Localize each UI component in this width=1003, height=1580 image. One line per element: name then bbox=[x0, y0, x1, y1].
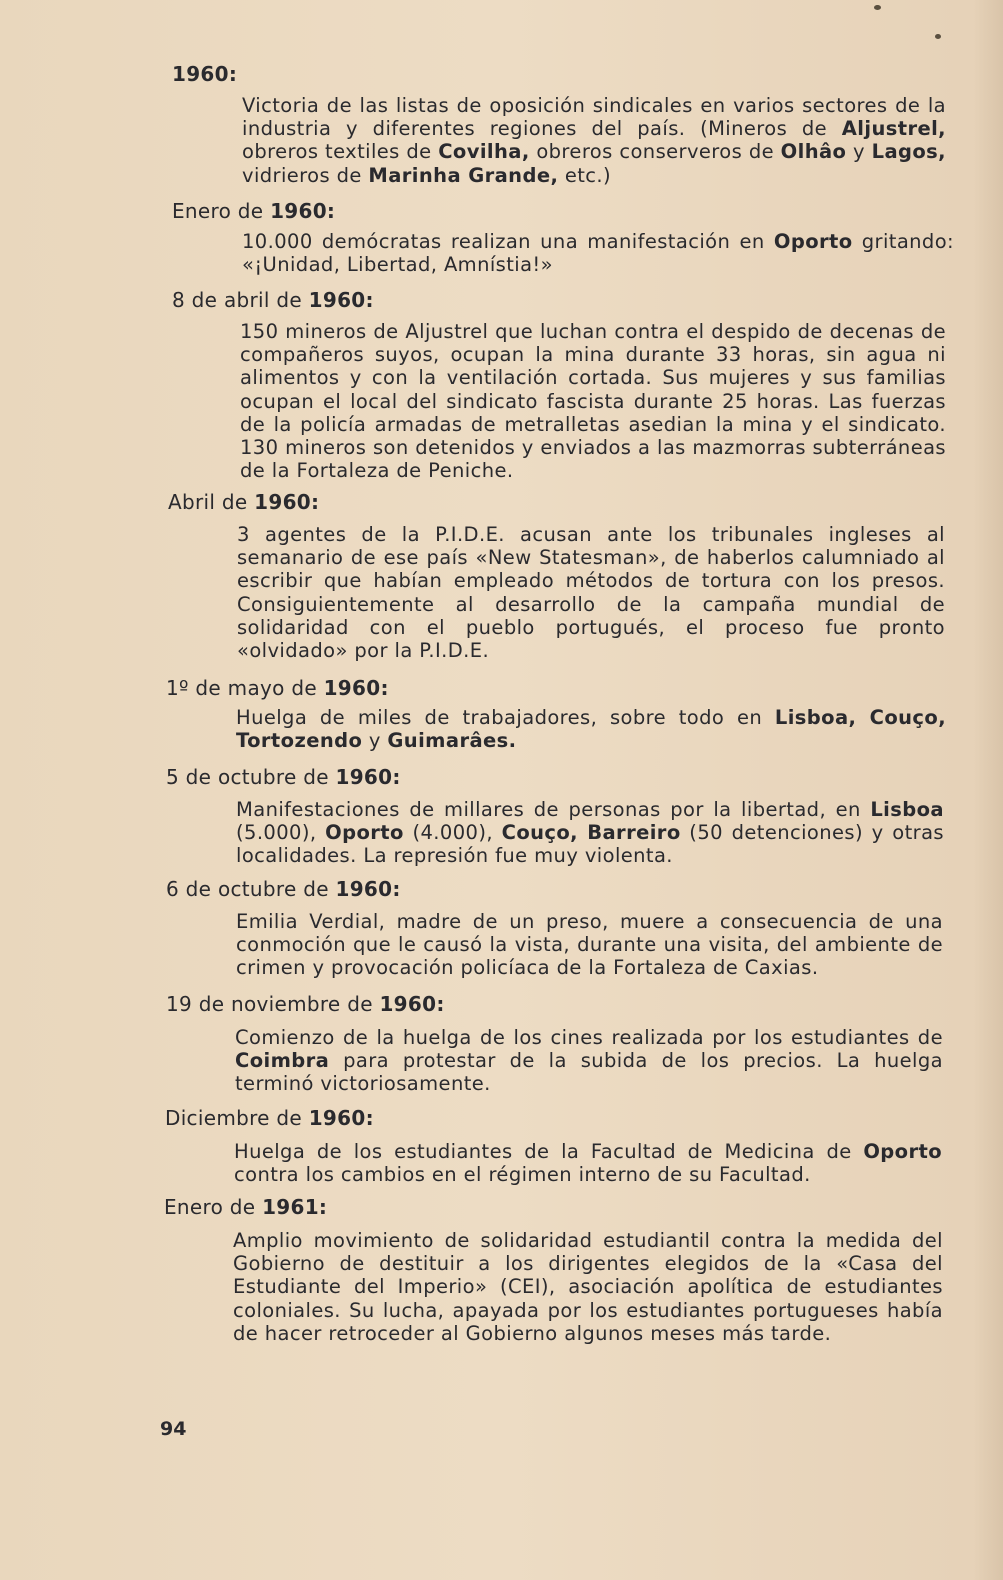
entry-date-prefix: 6 de octubre de bbox=[166, 877, 336, 901]
text-run: Amplio movimiento de solidaridad estudiantil contra la medida del Gobierno de destituir a los dirigentes elegidos de la «Casa del Estudiante del Imperio» (CEI), asociación apolítica de estudiantes coloniales. Su lucha, apayada por los estudiantes portugueses había de hacer retroceder al Gobierno algunos meses más tarde. bbox=[233, 1229, 943, 1345]
text-run: 150 mineros de Aljustrel que luchan contra el despido de decenas de compañeros suyos, ocupan la mina durante 33 horas, sin agua ni alimentos y con la ventilación cortada. Sus mujeres y sus familias ocupan el local del sindicato fascista durante 25 horas. Las fuerzas de la policía armadas de metralletas asedian la mina y el sindicato. 130 mineros son detenidos y enviados a las mazmorras subterráneas de la Fortaleza de Peniche. bbox=[240, 320, 946, 483]
entry-date-year: 1960: bbox=[308, 288, 374, 312]
text-run: 3 agentes de la P.I.D.E. acusan ante los tribunales ingleses al semanario de ese país «New Statesman», de haberlos calumniado al escribir que habían empleado métodos de tortura con los presos. Consiguientemente al desarrollo de la campaña mundial de solidaridad con el pueblo portugués, el proceso fue pronto «olvidado» por la P.I.D.E. bbox=[237, 523, 945, 663]
text-run: (4.000), bbox=[403, 821, 502, 845]
text-run: (50 detenciones) y otras localidades. La represión fue muy violenta. bbox=[236, 821, 944, 868]
place-name: Oporto bbox=[325, 821, 404, 845]
text-run: 10.000 demócratas realizan una manifestación en bbox=[242, 230, 774, 253]
entry-date-year: 1960: bbox=[270, 199, 336, 223]
text-run: Comienzo de la huelga de los cines realizada por los estudiantes de bbox=[235, 1026, 943, 1049]
entry-date-year: 1960: bbox=[379, 992, 445, 1016]
entry-text bbox=[233, 1229, 943, 1345]
entry-date-prefix: 5 de octubre de bbox=[166, 765, 336, 789]
place-name: Lagos, bbox=[871, 140, 946, 164]
place-name: Marinha Grande, bbox=[368, 163, 559, 187]
entry-date bbox=[166, 877, 401, 901]
entry-date bbox=[168, 490, 319, 514]
place-name: Lisboa bbox=[870, 798, 944, 821]
place-name: Covilha, bbox=[438, 140, 530, 164]
place-name: Coimbra bbox=[235, 1049, 330, 1073]
text-run: gritando: «¡Unidad, Libertad, Amnístia!» bbox=[242, 230, 955, 277]
entry-date bbox=[166, 765, 401, 789]
entry-date bbox=[165, 1106, 374, 1130]
entry-text bbox=[236, 910, 943, 980]
text-run: Huelga de miles de trabajadores, sobre todo en bbox=[236, 706, 775, 729]
text-run: vidrieros de bbox=[242, 163, 369, 187]
entry-date bbox=[172, 288, 374, 312]
place-name: Guimarâes. bbox=[387, 729, 517, 753]
entry-date bbox=[172, 199, 335, 223]
entry-text bbox=[235, 1026, 943, 1096]
text-run: y bbox=[362, 729, 388, 753]
place-name: Couço, Barreiro bbox=[501, 821, 681, 845]
paper-speck bbox=[874, 5, 881, 10]
entry-text bbox=[236, 798, 944, 868]
entry-date bbox=[166, 676, 389, 700]
text-run: obreros textiles de bbox=[242, 140, 439, 164]
entry-date-prefix: Enero de bbox=[172, 199, 271, 223]
entry-date-year: 1960: bbox=[335, 877, 401, 901]
place-name: Oporto bbox=[863, 1140, 942, 1163]
entry-text bbox=[242, 94, 946, 187]
entry-date-prefix: Diciembre de bbox=[165, 1106, 309, 1130]
entry-date-prefix: 19 de noviembre de bbox=[166, 992, 380, 1016]
text-run: para protestar de la subida de los precios. La huelga terminó victoriosamente. bbox=[235, 1049, 943, 1096]
entry-date-prefix: Abril de bbox=[168, 490, 255, 514]
entry-date-prefix: 8 de abril de bbox=[172, 288, 309, 312]
page-number: 94 bbox=[160, 1418, 187, 1440]
entry-text bbox=[234, 1140, 942, 1186]
text-run: contra los cambios en el régimen interno de su Facultad. bbox=[234, 1163, 811, 1187]
entry-date-year: 1960: bbox=[335, 765, 401, 789]
entry-date-prefix: 1º de mayo de bbox=[166, 676, 324, 700]
entry-text bbox=[237, 523, 945, 662]
text-run: obreros conserveros de bbox=[529, 140, 781, 164]
entry-date-year: 1960: bbox=[308, 1106, 374, 1130]
entry-text bbox=[240, 320, 946, 482]
entry-date-year: 1960: bbox=[323, 676, 389, 700]
text-run: y bbox=[846, 140, 872, 164]
entry-date bbox=[166, 992, 445, 1016]
paper-speck bbox=[935, 34, 941, 39]
text-run: Emilia Verdial, madre de un preso, muere a consecuencia de una conmoción que le causó la vista, durante una visita, del ambiente de crimen y provocación policíaca de la Fortaleza de Caxias. bbox=[236, 910, 943, 980]
place-name: Lisboa, Couço, Tortozendo bbox=[236, 706, 946, 753]
entry-text bbox=[236, 706, 946, 752]
entry-date-year: 1960: bbox=[172, 62, 238, 86]
place-name: Olhâo bbox=[780, 140, 847, 164]
entry-date bbox=[172, 62, 237, 86]
entry-date-year: 1961: bbox=[262, 1195, 328, 1219]
text-run: (5.000), bbox=[236, 821, 326, 845]
entry-text bbox=[242, 230, 954, 276]
entry-date-prefix: Enero de bbox=[164, 1195, 263, 1219]
text-run: Manifestaciones de millares de personas por la libertad, en bbox=[236, 798, 871, 821]
text-run: Huelga de los estudiantes de la Facultad de Medicina de bbox=[234, 1140, 864, 1163]
place-name: Oporto bbox=[773, 230, 853, 253]
entry-date bbox=[164, 1195, 327, 1219]
text-run: Victoria de las listas de oposición sindicales en varios sectores de la industria y diferentes regiones del país. (Mineros de bbox=[242, 94, 946, 141]
text-run: etc.) bbox=[558, 163, 612, 187]
place-name: Aljustrel, bbox=[841, 117, 946, 141]
entry-date-year: 1960: bbox=[254, 490, 320, 514]
